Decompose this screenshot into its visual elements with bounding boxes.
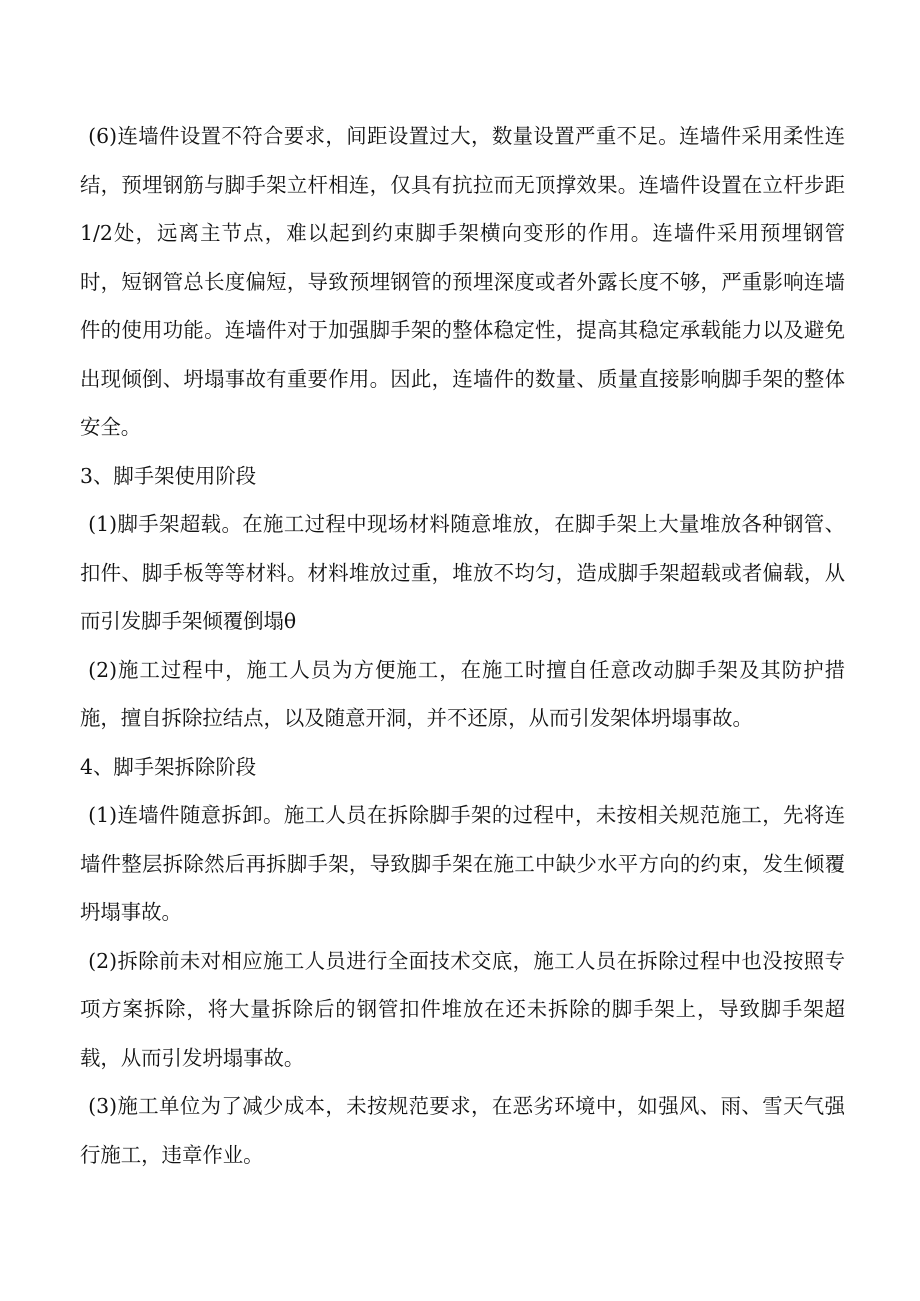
paragraph-bad-weather: (3)施工单位为了减少成本，未按规范要求，在恶劣环境中，如强风、雨、雪天气强行施工，违章作业。 (80, 1094, 845, 1167)
paragraph-no-briefing: (2)拆除前未对相应施工人员进行全面技术交底，施工人员在拆除过程中也没按照专项方案拆除，将大量拆除后的钢管扣件堆放在还未拆除的脚手架上，导致脚手架超载，从而引发坍塌事故。 (80, 948, 845, 1070)
paragraph-connector-issues: (6)连墙件设置不符合要求，间距设置过大，数量设置严重不足。连墙件采用柔性连结，预埋钢筋与脚手架立杆相连，仅具有抗拉而无顶撑效果。连墙件设置在立杆步距1/2处，远离主节点，难以起到约束脚手架横向变形的作用。连墙件采用预埋钢管时，短钢管总长度偏短，导致预埋钢管的预埋深度或者外露长度不够，严重影响连墙件的使用功能。连墙件对于加强脚手架的整体稳定性，提高其稳定承载能力以及避免出现倾倒、坍塌事故有重要作用。因此，连墙件的数量、质量直接影响脚手架的整体安全。 (80, 124, 845, 439)
section-heading-dismantling-stage: 4、脚手架拆除阶段 (80, 754, 257, 779)
paragraph-connector-removal: (1)连墙件随意拆卸。施工人员在拆除脚手架的过程中，未按相关规范施工，先将连墙件整层拆除然后再拆脚手架，导致脚手架在施工中缺少水平方向的约束，发生倾覆坍塌事故。 (80, 803, 845, 924)
paragraph-unauthorized-changes: (2)施工过程中，施工人员为方便施工，在施工时擅自任意改动脚手架及其防护措施，擅自拆除拉结点，以及随意开洞，并不还原，从而引发架体坍塌事故。 (80, 657, 845, 730)
paragraph-overload: (1)脚手架超载。在施工过程中现场材料随意堆放，在脚手架上大量堆放各种钢管、扣件、脚手板等等材料。材料堆放过重，堆放不均匀，造成脚手架超载或者偏载，从而引发脚手架倾覆倒塌θ (80, 512, 845, 633)
section-heading-usage-stage: 3、脚手架使用阶段 (80, 463, 257, 488)
document-page (80, 112, 845, 1179)
